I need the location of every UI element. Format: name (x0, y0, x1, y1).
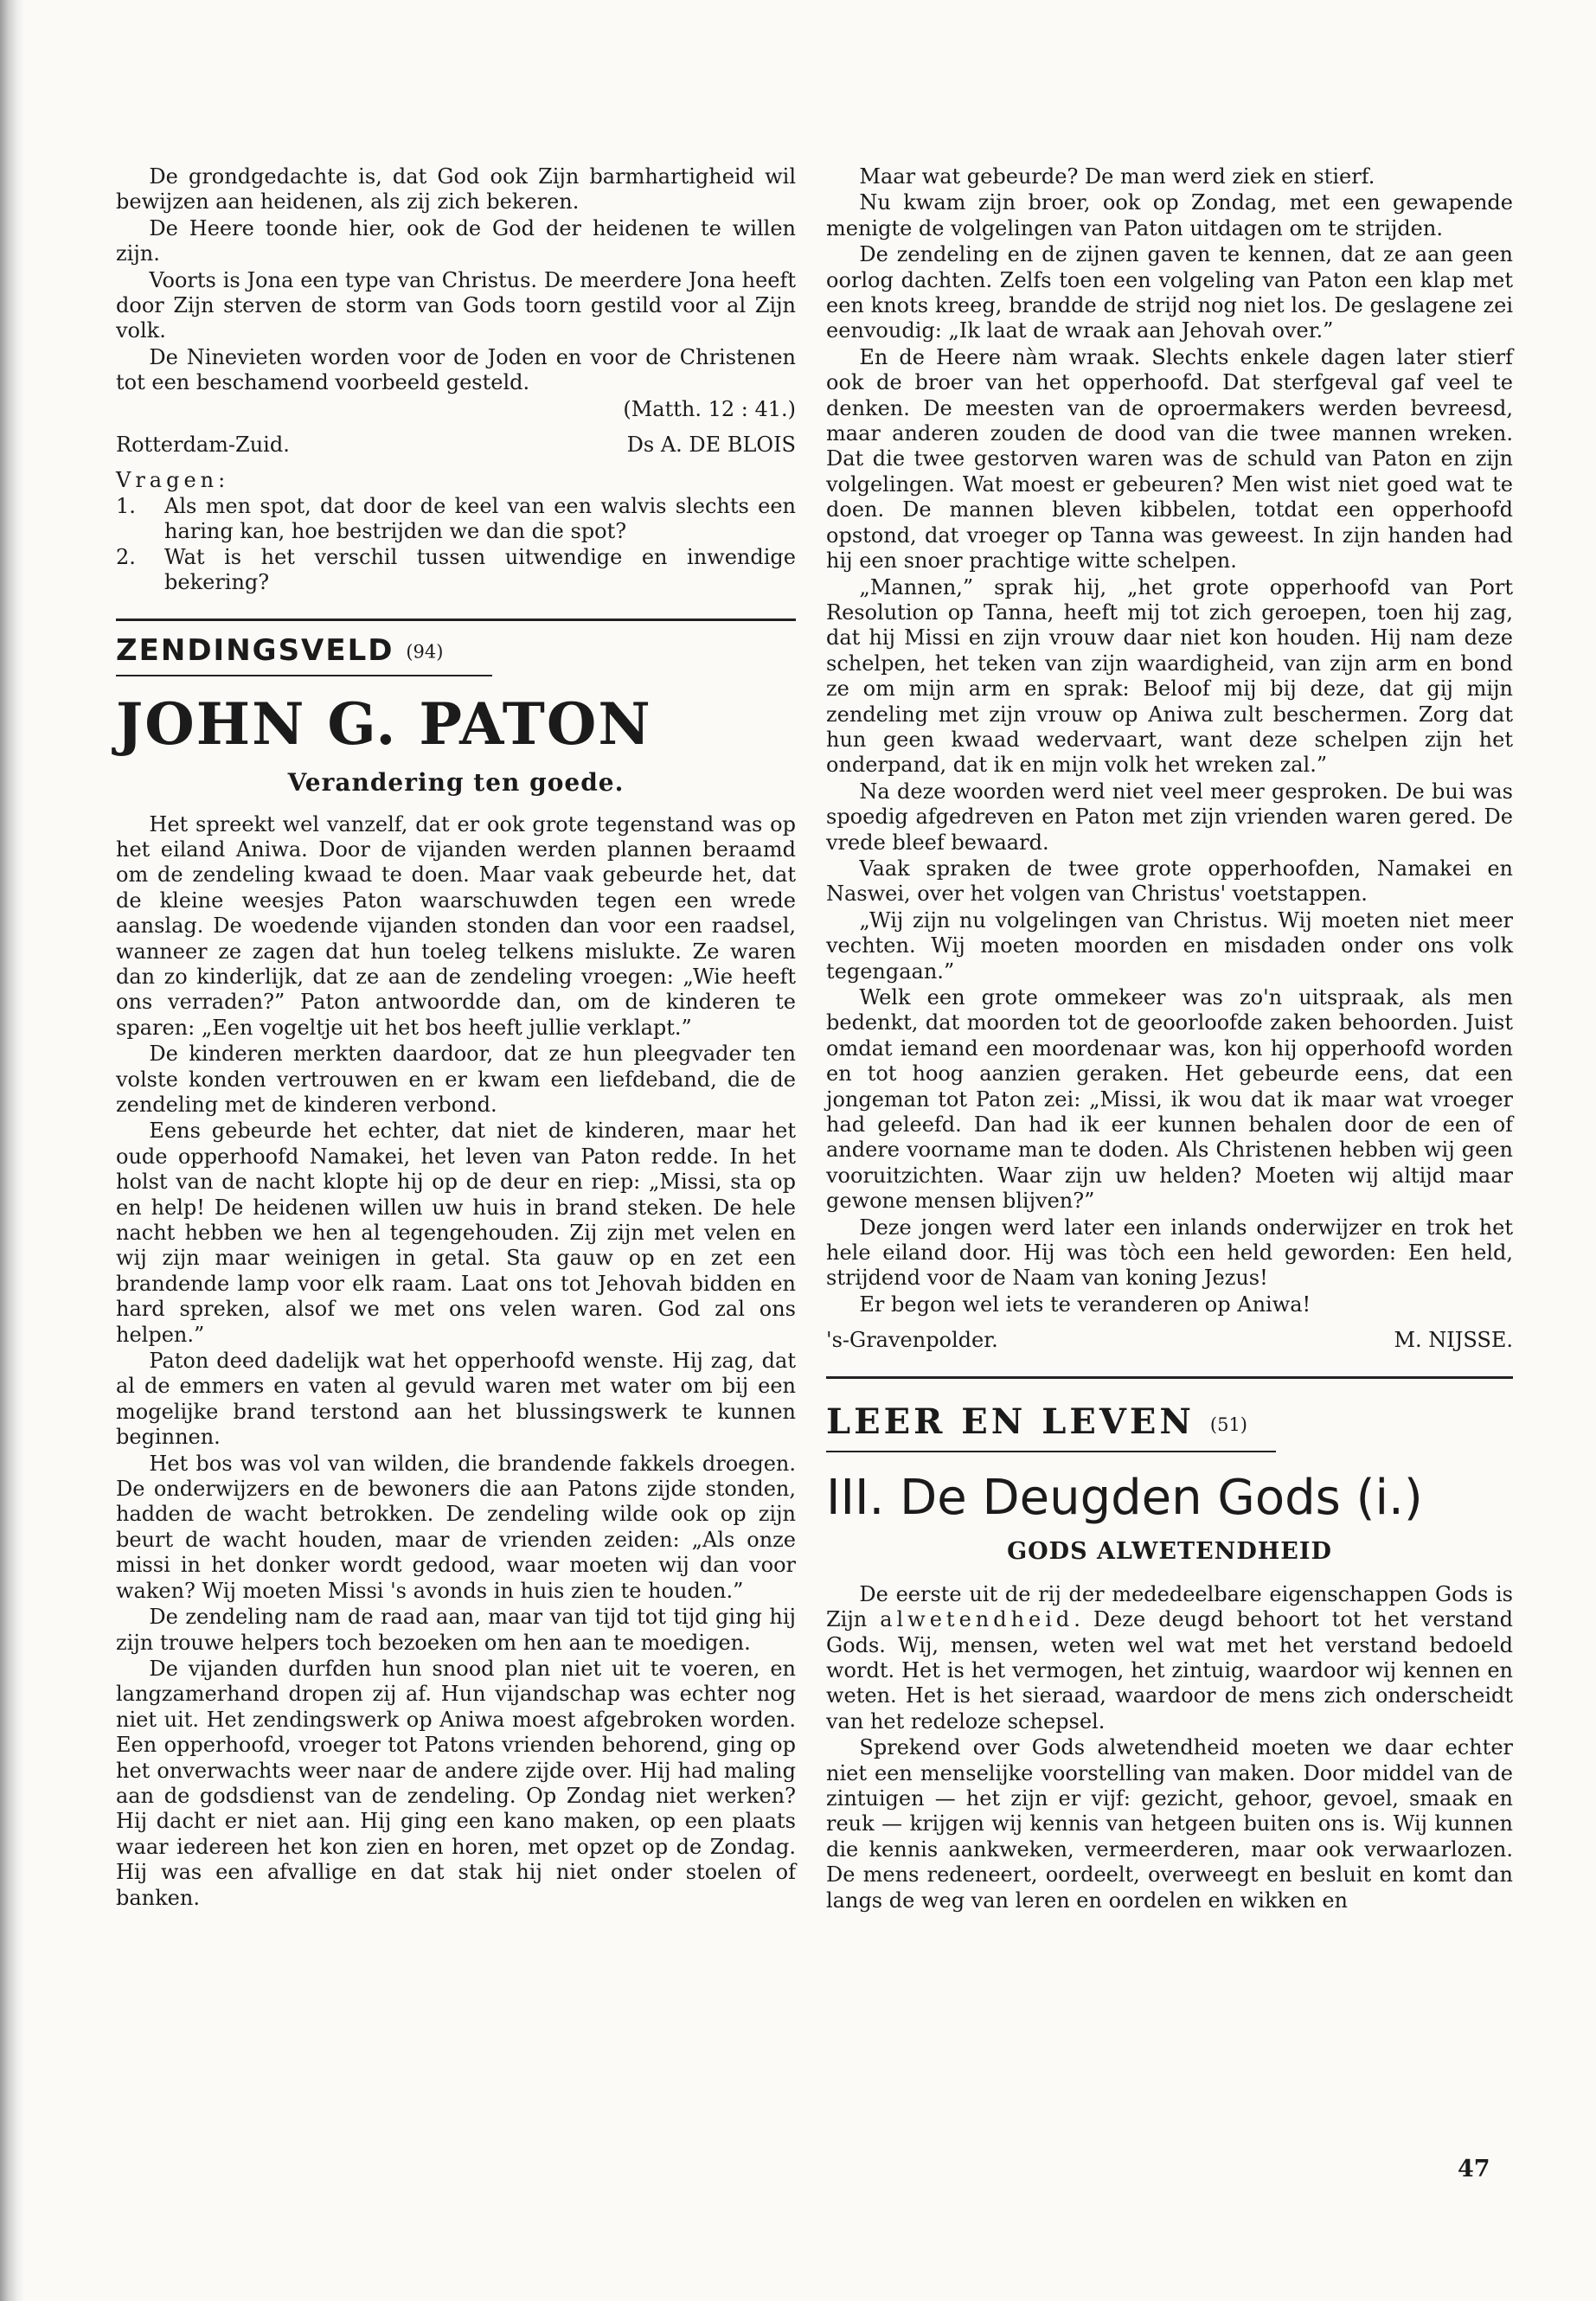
paragraph: Het bos was vol van wilden, die brandende fakkels droegen. De onderwijzers en de bewoners die aan Patons zijde stonden, hadden de wacht betrokken. De zendeling wilde ook op zijn beurt de wacht houden, maar de vrienden zeiden: „Als onze missi in het donker wordt gedood, waar moeten wij dan voor waken? Wij moeten Missi 's avonds in huis zien te houden.” (116, 1451, 796, 1603)
question-text: Wat is het verschil tussen uitwendige en inwendige bekering? (164, 544, 796, 595)
section-title: ZENDINGSVELD (116, 632, 394, 668)
section-number: (94) (406, 641, 444, 662)
right-column (826, 164, 1513, 1914)
text-run: . Deze deugd behoort tot het verstand Gods. Wij, mensen, weten wel wat met het verstand bedoeld wordt. Het is het vermogen, het zintuig, waardoor wij kennen en weten. Het is het sieraad, waardoor de mens zich onderscheidt van het redeloze schepsel. (826, 1607, 1513, 1734)
paragraph: De Ninevieten worden voor de Joden en voor de Christenen tot een beschamend voorbeeld gesteld. (116, 344, 796, 395)
question-number: 1. (116, 493, 136, 518)
question-text: Als men spot, dat door de keel van een walvis slechts een haring kan, hoe bestrijden we dan die spot? (164, 493, 796, 544)
paragraph: Welk een grote ommekeer was zo'n uitspraak, als men bedenkt, dat moorden tot de geoorloofde zaken behoorden. Juist omdat iemand een moordenaar was, kon hij opperhoofd worden en tot hoog aanzien geraken. Het gebeurde eens, dat een jongeman tot Paton zei: „Missi, ik wou dat ik maar wat vroeger had geleefd. Dan had ik eer kunnen behalen door de een of andere voorname man te doden. Als Christenen hebben wij geen vooruitzichten. Waar zijn uw helden? Moeten wij altijd maar gewone mensen blijven?” (826, 985, 1513, 1214)
paragraph: Sprekend over Gods alwetendheid moeten we daar echter niet een menselijke voorstelling van maken. Door middel van de zintuigen — het zijn er vijf: gezicht, gehoor, gevoel, smaak en reuk — krijgen wij kennis van hetgeen buiten ons is. Wij kunnen die kennis aankweken, vermeerderen, maar ook verwaarlozen. De mens redeneert, oordeelt, overweegt en besluit en komt dan langs de weg van leren en oordelen en wikken en (826, 1735, 1513, 1913)
article-subtitle: GODS ALWETENDHEID (1007, 1537, 1332, 1565)
paragraph: Nu kwam zijn broer, ook op Zondag, met een gewapende menigte de volgelingen van Paton uitdagen om te strijden. (826, 190, 1513, 240)
section-divider (826, 1376, 1513, 1379)
paton-article (116, 633, 796, 1911)
emphasized-word: alwetendheid (880, 1607, 1074, 1632)
section-underline (826, 1451, 1276, 1452)
paragraph: Paton deed dadelijk wat het opperhoofd wenste. Hij zag, dat al de emmers en vaten al gevuld waren met water om bij een mogelijke brand terstond aan het blussingswerk te kunnen beginnen. (116, 1349, 796, 1450)
article-title: JOHN G. PATON (116, 689, 652, 758)
section-title: LEER EN LEVEN (826, 1400, 1195, 1442)
paragraph: De Heere toonde hier, ook de God der heidenen te willen zijn. (116, 215, 796, 266)
paragraph: „Mannen,” sprak hij, „het grote opperhoofd van Port Resolution op Tanna, heeft mij tot zich geroepen, toen hij zag, dat hij Missi en zijn vrouw daar niet kon houden. Hij nam deze schelpen, het teken van zijn waardigheid, van zijn arm en bond ze om mijn arm en sprak: Beloof mij bij deze, dat gij mijn zendeling met zijn vrouw op Aniwa zult beschermen. Zorg dat hun geen kwaad wedervaart, want deze schelpen zijn het onderpand, dat ik en mijn volk het wreken zal.” (826, 574, 1513, 778)
signature-line (116, 433, 796, 458)
paragraph: Vaak spraken de twee grote opperhoofden, Namakei en Naswei, over het volgen van Christus' voetstappen. (826, 856, 1513, 907)
page-shadow-edge (0, 0, 24, 2301)
paragraph: En de Heere nàm wraak. Slechts enkele dagen later stierf ook de broer van het opperhoofd. Dat sterfgeval gaf veel te denken. De meesten van de oproermakers werden bevreesd, maar anderen zouden de dood van die twee mannen wreken. Dat die twee gestorven waren was de schuld van Paton en zijn volgelingen. Wat moest er gebeuren? Men wist niet goed wat te doen. De mannen bleven kibbelen, totdat een opperhoofd opstond, dat vroeger op Tanna was geweest. In zijn handen had hij een snoer prachtige witte schelpen. (826, 344, 1513, 574)
section-number: (51) (1209, 1413, 1247, 1435)
paragraph: Eens gebeurde het echter, dat niet de kinderen, maar het oude opperhoofd Namakei, het leven van Paton redde. In het holst van de nacht klopte hij op de deur en riep: „Missi, sta op en help! De heidenen willen uw huis in brand steken. De hele nacht hebben we hen al tegengehouden. Zij zijn met velen en wij zijn maar weinigen in getal. Sta gauw op en zet een brandende lamp voor elk raam. Laat ons tot Jehovah bidden en hard spreken, alsof we met ons velen waren. God zal ons helpen.” (116, 1118, 796, 1347)
question-number: 2. (116, 544, 136, 569)
bible-citation: (Matth. 12 : 41.) (623, 396, 796, 421)
section-underline (116, 675, 492, 676)
questions-list (116, 494, 796, 596)
questions-heading: Vragen: (116, 468, 230, 493)
signature-line (826, 1328, 1513, 1353)
paragraph: „Wij zijn nu volgelingen van Christus. Wij moeten niet meer vechten. Wij moeten moorden en misdaden onder ons volk tegengaan.” (826, 907, 1513, 984)
author: M. NIJSSE. (1394, 1328, 1513, 1353)
paragraph: Voorts is Jona een type van Christus. De meerdere Jona heeft door Zijn sterven de storm van Gods toorn gestild voor al Zijn volk. (116, 267, 796, 343)
paragraph: De kinderen merkten daardoor, dat ze hun pleegvader ten volste konden vertrouwen en er kwam een liefdeband, die de zendeling met de kinderen verbond. (116, 1042, 796, 1117)
question-item (116, 545, 796, 596)
section-divider (116, 619, 796, 621)
left-column (116, 164, 796, 1912)
paton-article-continued (826, 164, 1513, 1354)
paragraph: Het spreekt wel vanzelf, dat er ook grote tegenstand was op het eiland Aniwa. Door de vijanden werden plannen beraamd om de zendeling kwaad te doen. Maar vaak gebeurde het, dat de kleine weesjes Paton waarschuwden tegen een wrede aanslag. De woedende vijanden stonden dan voor een raadsel, wanneer ze zagen dat hun toeleg telkens mislukte. Ze waren dan zo kinderlijk, dat ze aan de zendeling vroegen: „Wie heeft ons verraden?” Paton antwoordde dan, om de kinderen te sparen: „Een vogeltje uit het bos heeft jullie verklapt.” (116, 811, 796, 1040)
paragraph: De vijanden durfden hun snood plan niet uit te voeren, en langzamerhand dropen zij af. Hun vijandschap was echter nog niet uit. Het zendingswerk op Aniwa moest afgebroken worden. Een opperhoofd, vroeger tot Patons vrienden behorend, ging op het onverwachts weer naar de andere zijde over. Hij had maling aan de godsdienst van de zendeling. Op Zondag niet werken? Hij dacht er niet aan. Hij ging een kano maken, op een plaats waar iedereen het kon zien en horen, met opzet op de Zondag. Hij was een afvallige en dat stak hij niet onder stoelen of banken. (116, 1656, 796, 1910)
author: Ds A. DE BLOIS (626, 433, 796, 458)
place: 's-Gravenpolder. (826, 1328, 998, 1353)
paragraph: Maar wat gebeurde? De man werd ziek en stierf. (859, 164, 1375, 189)
paragraph: Er begon wel iets te veranderen op Aniwa! (859, 1292, 1311, 1317)
jona-article-ending (116, 164, 796, 596)
paragraph: Deze jongen werd later een inlands onderwijzer en trok het hele eiland door. Hij was tòch een held geworden: Een held, strijdend voor de Naam van koning Jezus! (826, 1215, 1513, 1291)
article-subtitle: Verandering ten goede. (287, 767, 625, 797)
section-heading (826, 1401, 1513, 1442)
paragraph: De grondgedachte is, dat God ook Zijn barmhartigheid wil bewijzen aan heidenen, als zij zich bekeren. (116, 164, 796, 215)
paragraph (826, 1582, 1513, 1734)
article-title: III. De Deugden Gods (i.) (826, 1469, 1423, 1526)
paragraph: De zendeling nam de raad aan, maar van tijd tot tijd ging hij zijn trouwe helpers toch bezoeken om hen aan te moedigen. (116, 1605, 796, 1655)
leer-en-leven-article (826, 1401, 1513, 1913)
paragraph: De zendeling en de zijnen gaven te kennen, dat ze aan geen oorlog dachten. Zelfs toen een volgeling van Paton een klap met een knots kreeg, brandde de strijd nog niet los. De geslagene zei eenvoudig: „Ik laat de wraak aan Jehovah over.” (826, 242, 1513, 343)
paragraph: Na deze woorden werd niet veel meer gesproken. De bui was spoedig afgedreven en Paton met zijn vrienden waren gered. De vrede bleef bewaard. (826, 779, 1513, 855)
question-item (116, 494, 796, 545)
text-run: De eerste uit de rij der mededeelbare eigenschappen Gods is Zijn (826, 1581, 1513, 1632)
place: Rotterdam-Zuid. (116, 433, 290, 458)
section-heading (116, 633, 796, 668)
page-number: 47 (1458, 2156, 1490, 2182)
